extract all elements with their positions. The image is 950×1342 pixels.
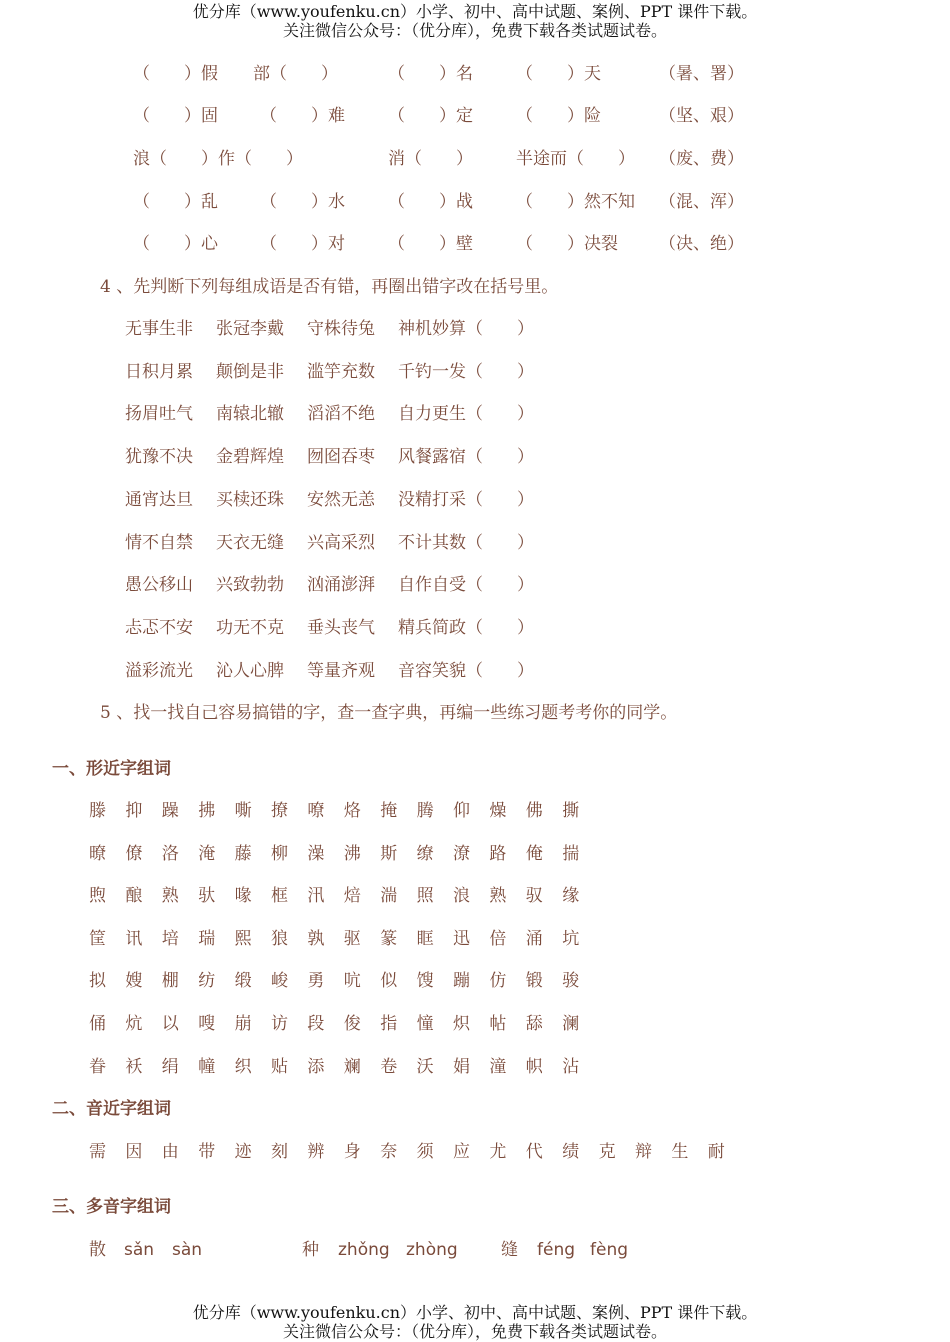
idiom-cell: 守株待兔 xyxy=(307,319,375,339)
char-cell: 似 xyxy=(380,971,398,992)
idiom-cell: 等量齐观 xyxy=(307,660,375,681)
char-cell: 澜 xyxy=(562,1014,580,1034)
char-cell: 辩 xyxy=(635,1142,652,1162)
char-cell: 嫂 xyxy=(125,971,143,992)
char-cell: 因 xyxy=(125,1142,143,1162)
idiom-cell: 风餐露宿（ ） xyxy=(398,447,534,468)
idiom-cell: 没精打采（ ） xyxy=(398,489,534,510)
fill-row xyxy=(0,187,950,217)
fill-cell-c1: （ ）心 xyxy=(133,234,218,254)
char-cell: 娟 xyxy=(453,1056,470,1077)
idiom-cell: 忐忑不安 xyxy=(125,617,193,638)
idiom-cell: 安然无恙 xyxy=(307,489,375,510)
char-cell: 躁 xyxy=(161,801,179,821)
fill-cell-c4: 半途而（ ） xyxy=(516,149,635,169)
fill-cell-opt: （废、费） xyxy=(659,149,744,169)
idiom-row xyxy=(0,485,950,515)
char-cell: 俑 xyxy=(89,1014,106,1034)
char-cell: 框 xyxy=(271,886,288,907)
char-cell: 炽 xyxy=(453,1014,470,1034)
char-cell: 涌 xyxy=(525,928,543,949)
char-cell: 缭 xyxy=(416,843,434,864)
idiom-cell: 不计其数（ ） xyxy=(398,532,534,553)
idiom-row xyxy=(0,570,950,600)
char-cell: 卷 xyxy=(380,1056,398,1077)
char-cell: 生 xyxy=(671,1142,689,1162)
fill-cell-opt: （暑、署） xyxy=(659,64,744,84)
question-5: 5 、找一找自己容易搞错的字，查一查字典，再编一些练习题考考你的同学。 xyxy=(100,703,678,723)
idiom-cell: 千钓一发（ ） xyxy=(398,361,534,382)
char-cell: 仿 xyxy=(489,971,507,992)
char-cell: 洛 xyxy=(161,843,179,864)
char-cell: 炕 xyxy=(125,1014,143,1034)
char-cell: 馊 xyxy=(416,971,434,992)
char-cell: 熙 xyxy=(234,928,252,949)
char-cell: 拟 xyxy=(89,971,106,992)
char-cell: 熟 xyxy=(489,886,507,907)
char-cell: 迹 xyxy=(234,1142,252,1162)
char-cell: 俺 xyxy=(525,843,543,864)
char-cell: 嘹 xyxy=(307,801,325,821)
question-4: 4 、先判断下列每组成语是否有错，再圈出错字改在括号里。 xyxy=(100,277,559,297)
char-cell: 沸 xyxy=(343,843,361,864)
char-cell: 斓 xyxy=(343,1056,361,1077)
char-cell: 驱 xyxy=(343,928,361,949)
section-3-title: 三、多音字组词 xyxy=(52,1197,171,1217)
char-cell: 克 xyxy=(598,1142,616,1162)
idiom-cell: 功无不克 xyxy=(216,617,284,638)
fill-cell-c1: 浪（ ）作（ ） xyxy=(133,149,303,169)
idiom-row xyxy=(0,528,950,558)
char-cell: 访 xyxy=(271,1014,288,1034)
char-cell: 锻 xyxy=(525,971,543,992)
char-cell: 讯 xyxy=(125,928,143,949)
fill-cell-c2: （ ）水 xyxy=(260,192,345,212)
char-cell: 潦 xyxy=(453,843,470,864)
idiom-cell: 天衣无缝 xyxy=(216,532,284,553)
idiom-cell: 精兵简政（ ） xyxy=(398,617,534,638)
polyphone-char: 缝 xyxy=(501,1240,518,1260)
char-cell: 煦 xyxy=(89,886,106,907)
char-cell: 蹦 xyxy=(453,971,470,992)
idiom-cell: 愚公移山 xyxy=(125,575,193,596)
char-cell: 仰 xyxy=(453,801,470,821)
idiom-cell: 张冠李戴 xyxy=(216,319,284,339)
char-cell: 代 xyxy=(525,1142,543,1162)
char-cell: 喙 xyxy=(234,886,252,907)
char-cell: 路 xyxy=(489,843,507,864)
char-cell: 藤 xyxy=(234,843,252,864)
fill-cell-c3: （ ）壁 xyxy=(388,234,473,254)
idiom-cell: 汹涌澎湃 xyxy=(307,575,375,596)
idiom-row xyxy=(0,656,950,686)
fill-cell-opt: （混、浑） xyxy=(659,192,744,212)
char-cell: 贴 xyxy=(271,1056,288,1077)
char-cell: 烙 xyxy=(343,801,361,821)
page-footer-line2: 关注微信公众号：（优分库），免费下载各类试题试卷。 xyxy=(282,1322,667,1341)
char-cell: 淹 xyxy=(198,843,216,864)
polyphone-char: 种 xyxy=(302,1240,319,1260)
idiom-cell: 日积月累 xyxy=(125,361,193,382)
char-cell: 帜 xyxy=(525,1056,543,1077)
char-cell: 沃 xyxy=(416,1056,434,1077)
idiom-cell: 自力更生（ ） xyxy=(398,404,534,425)
fill-cell-c1: （ ）假 xyxy=(133,64,218,84)
char-cell: 狼 xyxy=(271,928,288,949)
idiom-cell: 南辕北辙 xyxy=(216,404,284,425)
char-cell: 纺 xyxy=(198,971,216,992)
fill-cell-c1: （ ）乱 xyxy=(133,192,218,212)
fill-row xyxy=(0,229,950,259)
pinyin-1: féng xyxy=(537,1240,576,1260)
char-cell: 驭 xyxy=(525,886,543,907)
char-cell: 燥 xyxy=(489,801,507,821)
char-cell: 带 xyxy=(198,1142,216,1162)
char-cell: 骏 xyxy=(562,971,580,992)
char-cell: 嘶 xyxy=(234,801,252,821)
idiom-cell: 兴高采烈 xyxy=(307,532,375,553)
char-cell: 添 xyxy=(307,1056,325,1077)
char-cell: 舔 xyxy=(525,1014,543,1034)
idiom-cell: 买椟还珠 xyxy=(216,489,284,510)
idiom-cell: 兴致勃勃 xyxy=(216,575,284,596)
pinyin-1: sǎn xyxy=(124,1240,155,1260)
char-cell: 僚 xyxy=(125,843,143,864)
char-cell: 斯 xyxy=(380,843,398,864)
char-cell: 勇 xyxy=(307,971,325,992)
char-cell: 以 xyxy=(161,1014,179,1034)
char-cell: 绩 xyxy=(562,1142,580,1162)
idiom-cell: 金碧辉煌 xyxy=(216,447,284,468)
char-cell: 由 xyxy=(161,1142,179,1162)
char-cell: 刻 xyxy=(271,1142,288,1162)
char-cell: 篆 xyxy=(380,928,398,949)
char-cell: 幢 xyxy=(198,1056,216,1077)
idiom-cell: 扬眉吐气 xyxy=(125,404,193,425)
idiom-row xyxy=(0,613,950,643)
pinyin-1: zhǒng xyxy=(338,1240,390,1260)
char-cell: 熟 xyxy=(161,886,179,907)
char-cell: 酿 xyxy=(125,886,143,907)
fill-cell-opt: （决、绝） xyxy=(659,234,744,254)
fill-cell-c1: （ ）固 xyxy=(133,106,218,126)
char-cell: 澡 xyxy=(307,843,325,864)
fill-row xyxy=(0,144,950,174)
char-cell: 抑 xyxy=(125,801,143,821)
pinyin-2: zhòng xyxy=(406,1240,458,1260)
section-1-title: 一、形近字组词 xyxy=(52,759,171,779)
fill-cell-c2: （ ）难 xyxy=(260,106,345,126)
idiom-cell: 囫囵吞枣 xyxy=(307,447,375,468)
idiom-cell: 自作自受（ ） xyxy=(398,575,534,596)
fill-cell-c2: 部（ ） xyxy=(253,64,338,84)
char-cell: 棚 xyxy=(161,971,179,992)
char-cell: 崩 xyxy=(234,1014,252,1034)
page-footer-line1: 优分库（www.youfenku.cn）小学、初中、高中试题、案例、PPT 课件下载。 xyxy=(192,1303,758,1322)
char-cell: 焙 xyxy=(343,886,361,907)
char-cell: 拂 xyxy=(198,801,216,821)
fill-cell-opt: （坚、艰） xyxy=(659,106,744,126)
pinyin-2: sàn xyxy=(172,1240,203,1260)
idiom-cell: 滔滔不绝 xyxy=(307,404,375,425)
char-cell: 缘 xyxy=(562,886,580,907)
char-cell: 尤 xyxy=(489,1142,507,1162)
char-cell: 身 xyxy=(343,1142,361,1162)
polyphone-char: 散 xyxy=(89,1240,106,1260)
char-cell: 沾 xyxy=(562,1056,580,1077)
idiom-cell: 通宵达旦 xyxy=(125,489,193,510)
idiom-row xyxy=(0,399,950,429)
char-cell: 辨 xyxy=(307,1142,325,1162)
char-cell: 坑 xyxy=(562,928,580,949)
fill-cell-c3: （ ）定 xyxy=(388,106,473,126)
idiom-cell: 无事生非 xyxy=(125,319,193,339)
char-cell: 帖 xyxy=(489,1014,507,1034)
char-cell: 柳 xyxy=(271,843,288,864)
char-cell: 奈 xyxy=(380,1142,398,1162)
char-cell: 滕 xyxy=(89,801,106,821)
char-cell: 培 xyxy=(161,928,179,949)
pinyin-2: fèng xyxy=(590,1240,629,1260)
char-cell: 汛 xyxy=(307,886,325,907)
char-cell: 倍 xyxy=(489,928,507,949)
char-cell: 俊 xyxy=(343,1014,361,1034)
char-cell: 段 xyxy=(307,1014,325,1034)
idiom-cell: 音容笑貌（ ） xyxy=(398,660,534,681)
idiom-row xyxy=(0,442,950,472)
idiom-cell: 神机妙算（ ） xyxy=(398,319,534,339)
fill-cell-c3: 消（ ） xyxy=(388,149,473,169)
fill-cell-c3: （ ）战 xyxy=(388,192,473,212)
fill-row xyxy=(0,101,950,131)
idiom-cell: 沁人心脾 xyxy=(216,660,284,681)
idiom-row xyxy=(0,314,950,344)
char-cell: 眶 xyxy=(416,928,434,949)
char-cell: 潼 xyxy=(489,1056,507,1077)
char-cell: 耐 xyxy=(707,1142,725,1162)
char-cell: 浪 xyxy=(453,886,470,907)
char-cell: 指 xyxy=(380,1014,398,1034)
idiom-cell: 颠倒是非 xyxy=(216,361,284,382)
char-cell: 峻 xyxy=(271,971,288,992)
char-cell: 腾 xyxy=(416,801,434,821)
char-cell: 眷 xyxy=(89,1056,106,1077)
char-cell: 暸 xyxy=(89,843,106,864)
fill-cell-c4: （ ）然不知 xyxy=(516,192,635,212)
char-cell: 须 xyxy=(416,1142,434,1162)
idiom-row xyxy=(0,357,950,387)
char-cell: 应 xyxy=(453,1142,470,1162)
fill-cell-c4: （ ）天 xyxy=(516,64,601,84)
char-cell: 揣 xyxy=(562,843,580,864)
char-cell: 掩 xyxy=(380,801,398,821)
fill-cell-c4: （ ）决裂 xyxy=(516,234,618,254)
idiom-cell: 溢彩流光 xyxy=(125,660,193,681)
fill-row xyxy=(0,59,950,89)
idiom-cell: 情不自禁 xyxy=(125,532,193,553)
char-cell: 筐 xyxy=(89,928,106,949)
char-cell: 织 xyxy=(234,1056,252,1077)
char-cell: 绢 xyxy=(161,1056,179,1077)
section-2-title: 二、音近字组词 xyxy=(52,1099,171,1119)
char-cell: 照 xyxy=(416,886,434,907)
char-cell: 瑞 xyxy=(198,928,216,949)
char-cell: 缎 xyxy=(234,971,252,992)
idiom-cell: 垂头丧气 xyxy=(307,617,375,638)
char-cell: 嗖 xyxy=(198,1014,216,1034)
char-cell: 需 xyxy=(89,1142,106,1162)
idiom-cell: 滥竽充数 xyxy=(307,361,375,382)
page-header-line2: 关注微信公众号：（优分库），免费下载各类试题试卷。 xyxy=(282,21,667,40)
fill-cell-c2: （ ）对 xyxy=(260,234,345,254)
page-header-line1: 优分库（www.youfenku.cn）小学、初中、高中试题、案例、PPT 课件下载。 xyxy=(192,2,758,21)
char-cell: 袄 xyxy=(125,1056,143,1077)
char-cell: 孰 xyxy=(307,928,325,949)
char-cell: 湍 xyxy=(380,886,398,907)
fill-cell-c4: （ ）险 xyxy=(516,106,601,126)
char-cell: 佛 xyxy=(525,801,543,821)
char-cell: 撩 xyxy=(271,801,288,821)
char-cell: 迅 xyxy=(453,928,470,949)
char-cell: 吭 xyxy=(343,971,361,992)
char-cell: 驮 xyxy=(198,886,216,907)
idiom-cell: 犹豫不决 xyxy=(125,447,193,468)
char-cell: 憧 xyxy=(416,1014,434,1034)
fill-cell-c3: （ ）名 xyxy=(388,64,473,84)
char-cell: 撕 xyxy=(562,801,580,821)
